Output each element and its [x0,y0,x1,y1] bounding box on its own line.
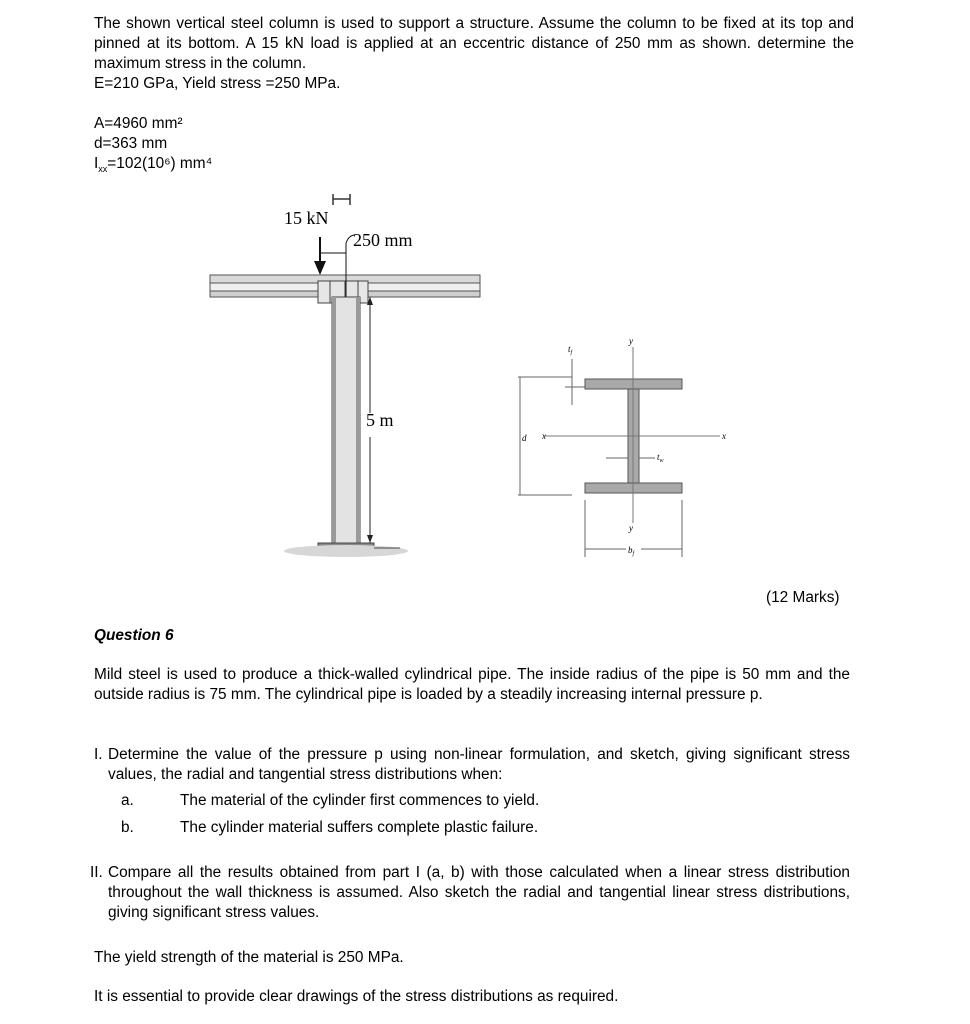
area-value: A=4960 mm² [94,115,183,132]
x-axis-right-label: x [722,431,726,441]
item-a-text: The material of the cylinder first commences to yield. [180,792,540,809]
y-axis-bottom-label: y [629,523,633,533]
flange-thickness-label: $t_f$ [568,344,573,356]
question-6-title: Question 6 [94,627,174,644]
i-section-icon [333,194,350,205]
item-b-text: The cylinder material suffers complete plastic failure. [180,819,539,836]
item-a-letter: a. [121,792,134,809]
drawing-note: It is essential to provide clear drawings of the stress distributions as required. [94,988,619,1005]
column-figure [200,185,500,570]
cross-section-figure [510,335,745,570]
depth-label: d [522,433,527,443]
eccentricity-label: 250 mm [353,230,413,250]
load-arrow-icon [314,237,326,275]
column-flange-left [332,297,336,547]
x-axis-left-label: x [542,431,546,441]
load-label: 15 kN [284,208,329,228]
ground-shadow [284,545,408,557]
part-1-number: I. [94,746,103,763]
column-web [332,297,360,547]
inertia-value: $I_{xx}=102(10^6)$ mm⁴ [94,155,213,175]
depth-value: d=363 mm [94,135,168,152]
item-b-letter: b. [121,819,134,836]
part-2-number: II. [90,864,103,881]
web-thickness-label: $t_w$ [657,452,664,464]
part-1-text: Determine the value of the pressure p using non-linear formulation, and sketch, giving significant stress values, the radial and tangential stress distributions when: [108,746,850,783]
flange-width-label: $b_f$ [628,545,635,557]
section-properties [94,114,212,174]
part-2-text: Compare all the results obtained from part I (a, b) with those calculated when a linear stress distribution throughout the wall thickness is assumed. Also sketch the radial and tangential linear stress distributions, giving significant stress values. [108,864,850,921]
height-label: 5 m [366,410,394,430]
q5-material: E=210 GPa, Yield stress =250 MPa. [94,75,341,92]
yield-note: The yield strength of the material is 250 MPa. [94,949,404,966]
marks-label: (12 Marks) [766,589,840,606]
y-axis-top-label: y [629,336,633,346]
q5-intro: The shown vertical steel column is used to support a structure. Assume the column to be fixed at its top and pinned at its bottom. A 15 kN load is applied at an eccentric distance of 250 mm as shown. determine the maximum stress in the column. [94,15,854,72]
column-flange-right [356,297,360,547]
q6-intro: Mild steel is used to produce a thick-walled cylindrical pipe. The inside radius of the pipe is 50 mm and the outside radius is 75 mm. The cylindrical pipe is loaded by a steadily increasing internal pressure p. [94,666,850,703]
